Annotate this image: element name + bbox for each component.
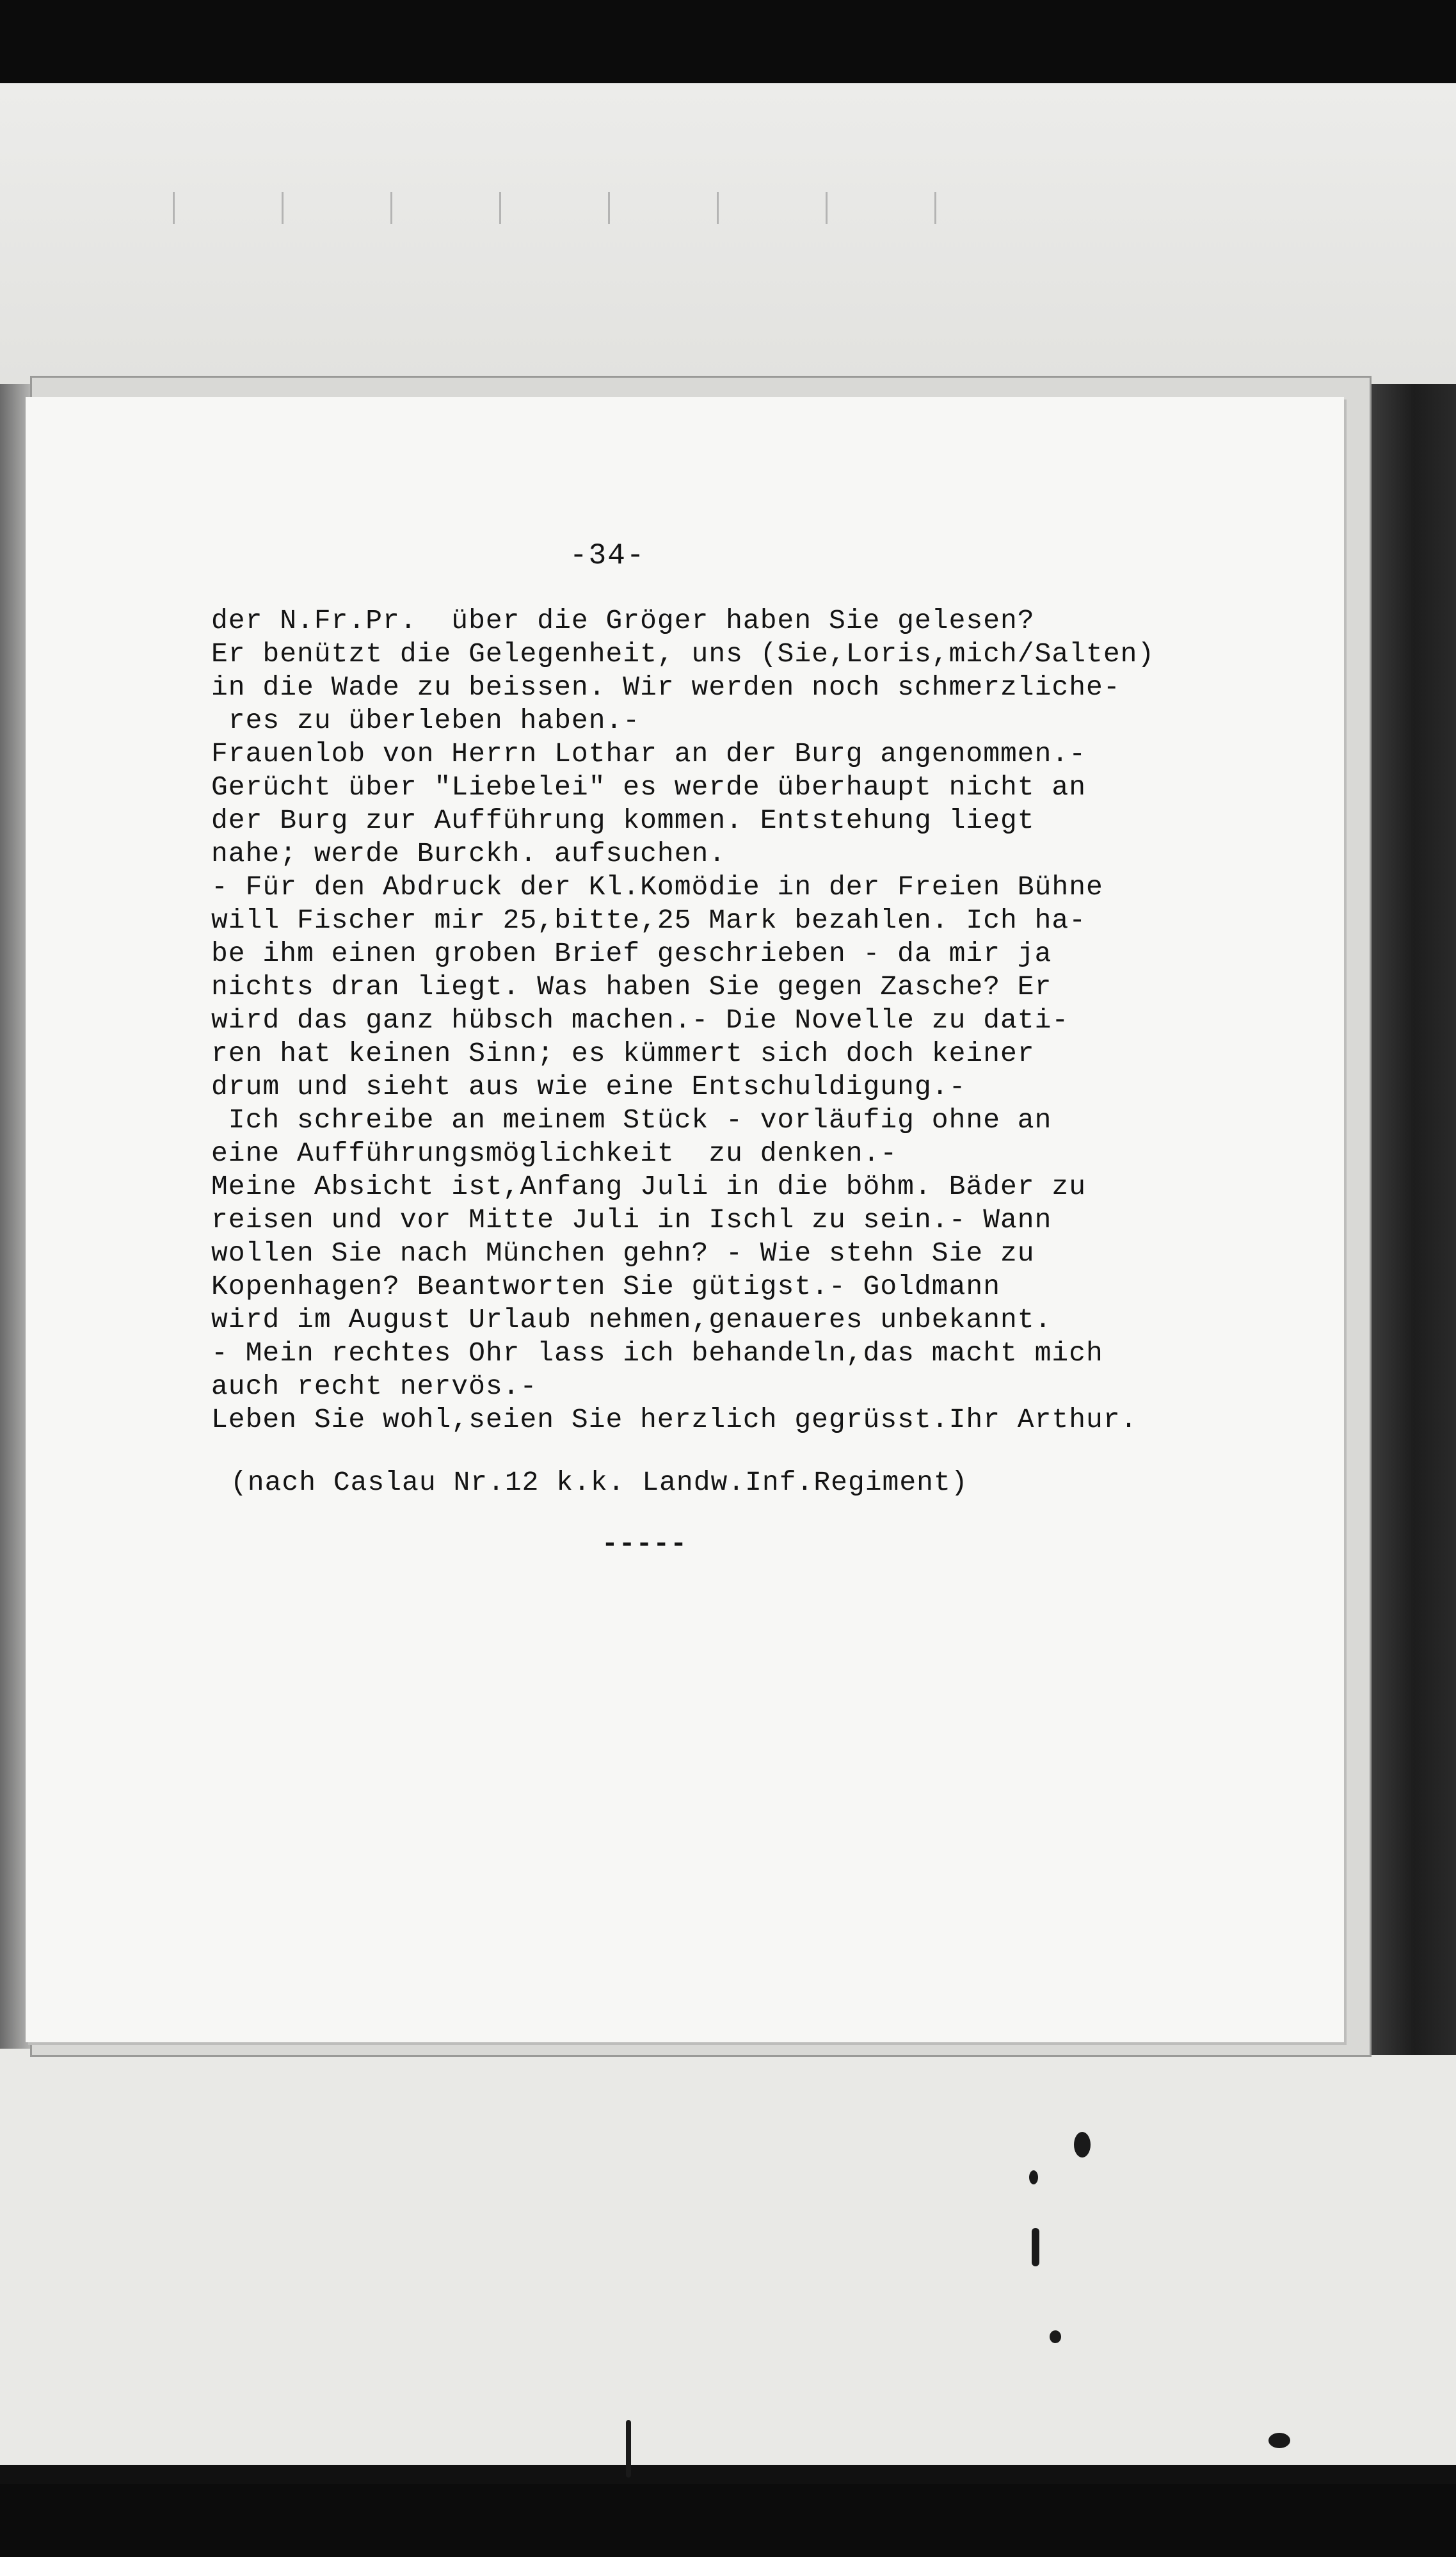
bleed-through-marks	[147, 192, 1043, 224]
text-line: - Mein rechtes Ohr lass ich behandeln,das macht mich	[211, 1337, 1103, 1369]
text-line: reisen und vor Mitte Juli in Ischl zu sein.- Wann	[211, 1204, 1052, 1236]
text-line: wollen Sie nach München gehn? - Wie stehn Sie zu	[211, 1238, 1035, 1269]
text-line: be ihm einen groben Brief geschrieben - da mir ja	[211, 938, 1052, 969]
text-line: auch recht nervös.-	[211, 1371, 538, 1402]
ink-smudge	[626, 2420, 631, 2478]
text-line: ren hat keinen Sinn; es kümmert sich doch keiner	[211, 1038, 1035, 1069]
scan-top-border	[0, 0, 1456, 96]
text-line: in die Wade zu beissen. Wir werden noch schmerzliche-	[211, 672, 1121, 703]
text-line: Gerücht über "Liebelei" es werde überhaupt nicht an	[211, 771, 1087, 803]
text-line: Leben Sie wohl,seien Sie herzlich gegrüsst.Ihr Arthur.	[211, 1404, 1138, 1435]
ink-smudge	[1268, 2433, 1290, 2448]
text-line: der N.Fr.Pr. über die Gröger haben Sie gelesen?	[211, 605, 1035, 636]
letter-body	[211, 543, 1338, 1561]
ink-smudge	[1029, 2170, 1038, 2184]
text-line: nichts dran liegt. Was haben Sie gegen Zasche? Er	[211, 971, 1052, 1003]
text-line: res zu überleben haben.-	[211, 705, 641, 736]
text-line: Er benützt die Gelegenheit, uns (Sie,Loris,mich/Salten)	[211, 638, 1155, 670]
ink-smudge	[1074, 2132, 1091, 2158]
ink-smudge	[1050, 2330, 1061, 2343]
text-line: Kopenhagen? Beantworten Sie gütigst.- Goldmann	[211, 1271, 1000, 1302]
text-line: Frauenlob von Herrn Lothar an der Burg angenommen.-	[211, 738, 1087, 770]
end-mark: -----	[602, 1528, 688, 1560]
text-line: drum und sieht aus wie eine Entschuldigung.-	[211, 1071, 966, 1102]
text-line: Ich schreibe an meinem Stück - vorläufig ohne an	[211, 1104, 1052, 1136]
text-line: wird im August Urlaub nehmen,genaueres unbekannt.	[211, 1304, 1052, 1335]
scan-bottom-border	[0, 2484, 1456, 2557]
address-note: (nach Caslau Nr.12 k.k. Landw.Inf.Regiment)	[230, 1467, 968, 1498]
ink-smudge	[1032, 2228, 1039, 2266]
text-line: eine Aufführungsmöglichkeit zu denken.-	[211, 1138, 898, 1169]
text-line: - Für den Abdruck der Kl.Komödie in der Freien Bühne	[211, 871, 1103, 903]
text-line: Meine Absicht ist,Anfang Juli in die böhm. Bäder zu	[211, 1171, 1087, 1202]
text-line: nahe; werde Burckh. aufsuchen.	[211, 838, 726, 869]
page-number: -34-	[570, 539, 646, 572]
text-line: wird das ganz hübsch machen.- Die Novelle zu dati-	[211, 1004, 1069, 1036]
text-line: der Burg zur Aufführung kommen. Entstehung liegt	[211, 805, 1035, 836]
backing-sheet-top	[0, 83, 1456, 384]
text-line: will Fischer mir 25,bitte,25 Mark bezahlen. Ich ha-	[211, 905, 1087, 936]
spacer	[211, 1437, 1338, 1466]
